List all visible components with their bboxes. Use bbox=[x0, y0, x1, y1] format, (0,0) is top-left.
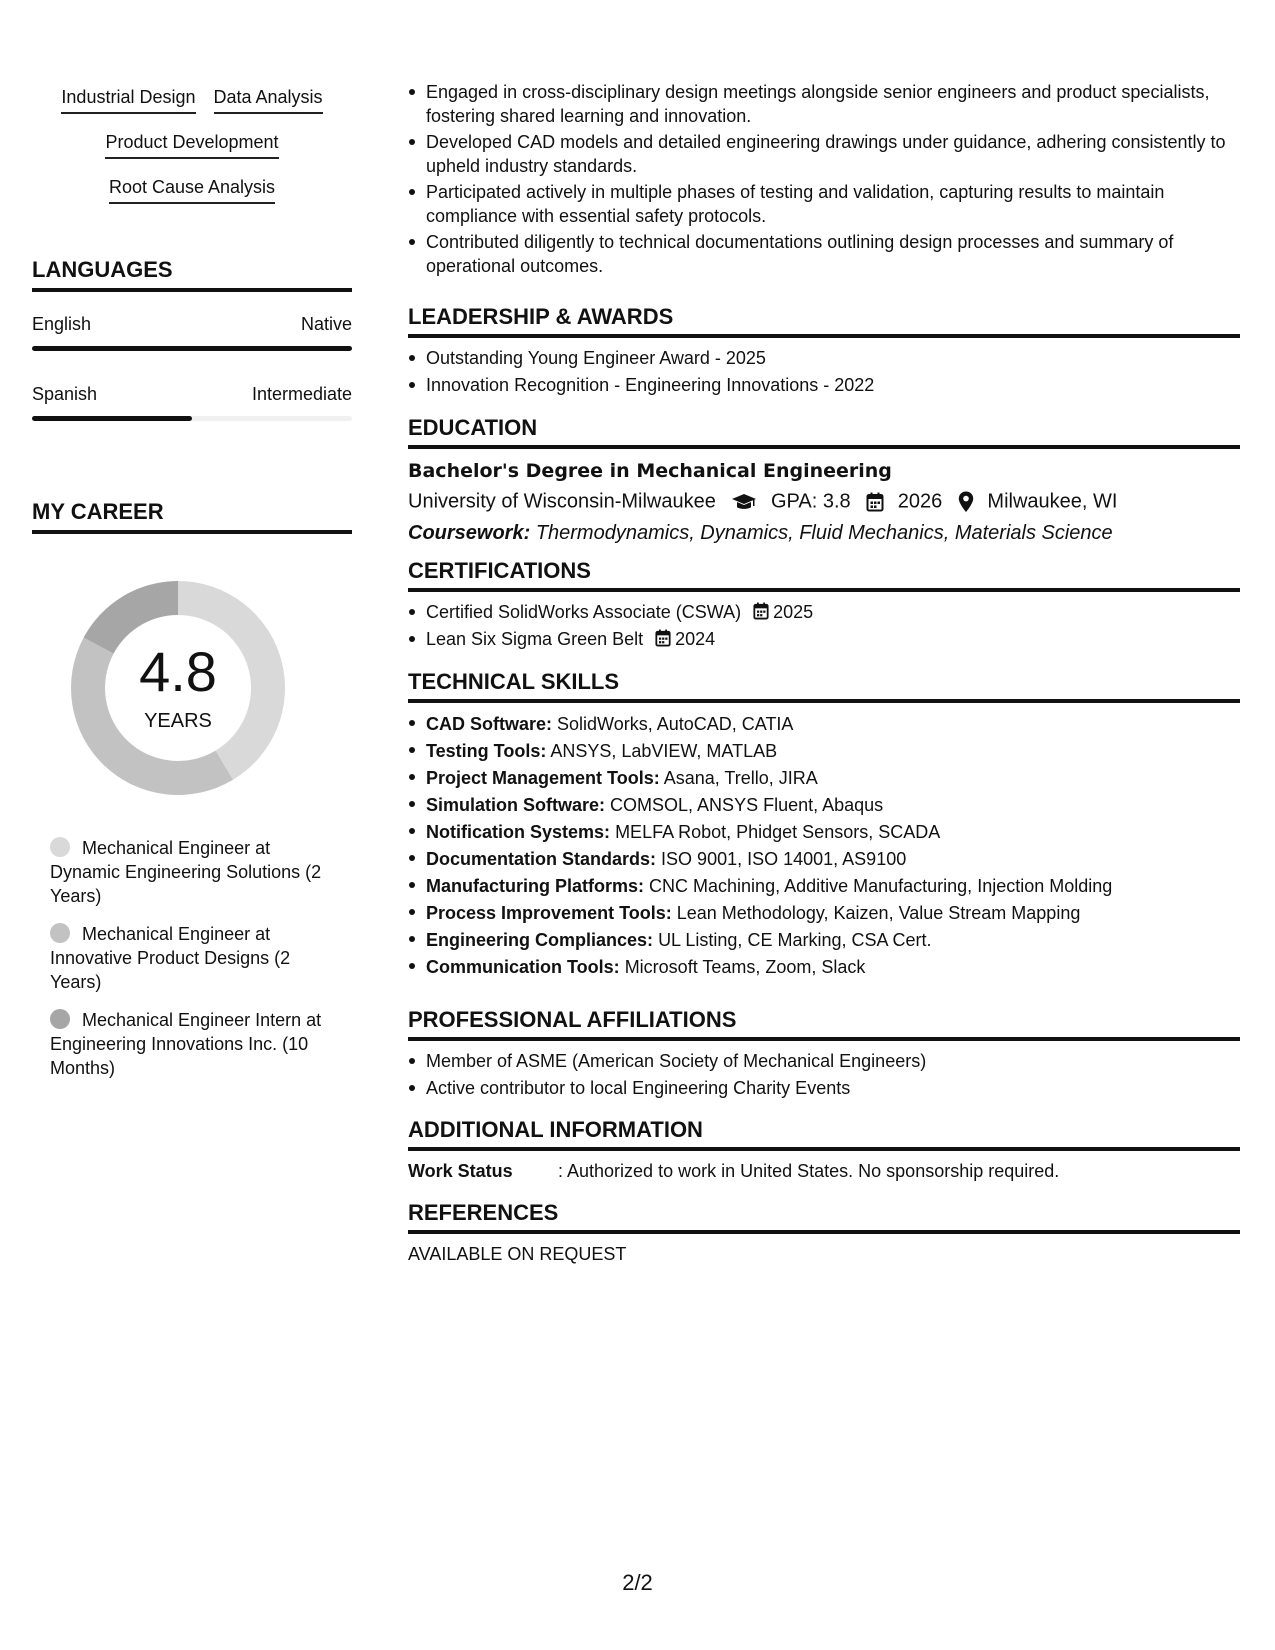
school-location: Milwaukee, WI bbox=[987, 490, 1118, 513]
list-item bbox=[426, 738, 1240, 765]
certification-name: Lean Six Sigma Green Belt bbox=[426, 629, 644, 649]
references-text: AVAILABLE ON REQUEST bbox=[408, 1244, 627, 1264]
skill-value: ISO 9001, ISO 14001, AS9100 bbox=[661, 849, 907, 869]
affiliations-list bbox=[408, 1049, 1240, 1100]
section-heading: LEADERSHIP & AWARDS bbox=[408, 303, 1240, 338]
skill-tag: Industrial Design bbox=[61, 84, 195, 114]
work-status-label: Work Status bbox=[408, 1161, 513, 1181]
skill-value: CNC Machining, Additive Manufacturing, Injection Molding bbox=[649, 876, 1113, 896]
coursework-label: Coursework: bbox=[408, 521, 531, 544]
list-item: Contributed diligently to technical documentations outlining design processes and summary of operational outcomes. bbox=[426, 230, 1240, 278]
skill-label: Engineering Compliances: bbox=[426, 930, 654, 950]
skill-value: MELFA Robot, Phidget Sensors, SCADA bbox=[615, 822, 941, 842]
legend-dot bbox=[50, 923, 70, 943]
list-item bbox=[426, 954, 1240, 981]
certification-list bbox=[408, 600, 1240, 651]
school-name: University of Wisconsin-Milwaukee bbox=[408, 490, 716, 513]
certification-year: 2025 bbox=[773, 602, 814, 622]
career-total: 4.8 bbox=[139, 640, 217, 703]
skill-label: Process Improvement Tools: bbox=[426, 903, 672, 923]
certification-name: Certified SolidWorks Associate (CSWA) bbox=[426, 602, 742, 622]
graduation-year: 2026 bbox=[897, 490, 943, 513]
languages-heading: LANGUAGES bbox=[32, 256, 352, 292]
calendar-icon bbox=[753, 602, 769, 620]
list-item bbox=[426, 600, 1240, 624]
certifications-section bbox=[408, 557, 1240, 651]
calendar-icon bbox=[866, 492, 884, 512]
skill-value: UL Listing, CE Marking, CSA Cert. bbox=[658, 930, 932, 950]
career-item-text: Mechanical Engineer Intern at Engineering Innovations Inc. (10 Months) bbox=[50, 1010, 322, 1078]
language-level: Intermediate bbox=[251, 384, 352, 404]
skill-label: Communication Tools: bbox=[426, 957, 620, 977]
section-heading: EDUCATION bbox=[408, 414, 1240, 449]
skill-value: ANSYS, LabVIEW, MATLAB bbox=[550, 741, 778, 761]
technical-skills-list bbox=[408, 711, 1240, 981]
skill-label: CAD Software: bbox=[426, 714, 553, 734]
career-list bbox=[50, 836, 330, 1094]
tag-row bbox=[32, 174, 352, 219]
skill-label: Notification Systems: bbox=[426, 822, 611, 842]
section-heading: REFERENCES bbox=[408, 1199, 1240, 1234]
technical-skills-section bbox=[408, 668, 1240, 981]
career-item-text: Mechanical Engineer at Innovative Product Designs (2 Years) bbox=[50, 924, 291, 992]
affiliations-section bbox=[408, 1006, 1240, 1100]
list-item bbox=[426, 711, 1240, 738]
skill-value: Microsoft Teams, Zoom, Slack bbox=[624, 957, 866, 977]
list-item bbox=[426, 627, 1240, 651]
skill-label: Project Management Tools: bbox=[426, 768, 660, 788]
page-number: 2/2 bbox=[622, 1570, 653, 1595]
coursework bbox=[408, 518, 1240, 548]
calendar-icon bbox=[655, 629, 671, 647]
skill-label: Testing Tools: bbox=[426, 741, 547, 761]
coursework-list: Thermodynamics, Dynamics, Fluid Mechanics, Materials Science bbox=[535, 521, 1113, 544]
map-pin-icon bbox=[958, 491, 974, 513]
list-item: Developed CAD models and detailed engineering drawings under guidance, adhering consistently to upheld industry standards. bbox=[426, 130, 1240, 178]
list-item bbox=[426, 819, 1240, 846]
degree-title: Bachelor's Degree in Mechanical Engineering bbox=[408, 460, 892, 482]
skill-tag: Root Cause Analysis bbox=[109, 174, 275, 204]
legend-dot bbox=[50, 837, 70, 857]
graduation-cap-icon bbox=[731, 492, 757, 512]
experience-bullets bbox=[408, 80, 1240, 278]
skill-tag: Data Analysis bbox=[214, 84, 323, 114]
language-name: Spanish bbox=[32, 384, 98, 404]
language-level: Native bbox=[300, 314, 352, 334]
leadership-section bbox=[408, 303, 1240, 397]
tag-row bbox=[32, 129, 352, 174]
gpa: GPA: 3.8 bbox=[771, 490, 851, 513]
list-item: Member of ASME (American Society of Mechanical Engineers) bbox=[426, 1049, 1240, 1073]
list-item: Outstanding Young Engineer Award - 2025 bbox=[426, 346, 1240, 370]
skill-label: Manufacturing Platforms: bbox=[426, 876, 645, 896]
list-item: Active contributor to local Engineering Charity Events bbox=[426, 1076, 1240, 1100]
list-item bbox=[426, 792, 1240, 819]
language-name: English bbox=[32, 314, 92, 334]
references-section bbox=[408, 1199, 1240, 1266]
list-item bbox=[426, 873, 1240, 900]
certification-year: 2024 bbox=[675, 629, 716, 649]
skill-value: SolidWorks, AutoCAD, CATIA bbox=[557, 714, 794, 734]
legend-dot bbox=[50, 1009, 70, 1029]
education-details bbox=[408, 485, 1240, 518]
language-bar bbox=[32, 416, 352, 421]
career-donut bbox=[66, 576, 290, 800]
list-item: Engaged in cross-disciplinary design meetings alongside senior engineers and product specialists, fostering shared learning and innovation. bbox=[426, 80, 1240, 128]
section-heading: PROFESSIONAL AFFILIATIONS bbox=[408, 1006, 1240, 1041]
list-item bbox=[426, 765, 1240, 792]
language-bar bbox=[32, 346, 352, 351]
award-list bbox=[408, 346, 1240, 397]
list-item bbox=[426, 927, 1240, 954]
skill-value: COMSOL, ANSYS Fluent, Abaqus bbox=[610, 795, 884, 815]
list-item: Participated actively in multiple phases of testing and validation, capturing results to maintain compliance with essential safety protocols. bbox=[426, 180, 1240, 228]
skill-tag: Product Development bbox=[105, 129, 278, 159]
language-row bbox=[32, 384, 352, 424]
skill-label: Simulation Software: bbox=[426, 795, 606, 815]
list-item: Innovation Recognition - Engineering Innovations - 2022 bbox=[426, 373, 1240, 397]
career-item bbox=[50, 1008, 330, 1080]
skill-value: Lean Methodology, Kaizen, Value Stream Mapping bbox=[676, 903, 1081, 923]
experience-section bbox=[408, 80, 1240, 278]
skill-tags bbox=[32, 84, 352, 219]
list-item bbox=[426, 846, 1240, 873]
career-item bbox=[50, 922, 330, 994]
language-row bbox=[32, 314, 352, 354]
additional-info-section bbox=[408, 1116, 1240, 1183]
section-heading: CERTIFICATIONS bbox=[408, 557, 1240, 592]
work-status-row bbox=[408, 1159, 1240, 1183]
skill-label: Documentation Standards: bbox=[426, 849, 657, 869]
list-item bbox=[426, 900, 1240, 927]
career-item bbox=[50, 836, 330, 908]
education-section bbox=[408, 414, 1240, 548]
work-status-value: : Authorized to work in United States. No sponsorship required. bbox=[558, 1161, 1060, 1181]
section-heading: ADDITIONAL INFORMATION bbox=[408, 1116, 1240, 1151]
career-heading: MY CAREER bbox=[32, 498, 352, 534]
tag-row bbox=[32, 84, 352, 129]
skill-value: Asana, Trello, JIRA bbox=[663, 768, 818, 788]
career-unit: YEARS bbox=[144, 710, 212, 732]
language-bar-fill bbox=[32, 346, 352, 351]
language-bar-fill bbox=[32, 416, 192, 421]
career-item-text: Mechanical Engineer at Dynamic Engineering Solutions (2 Years) bbox=[50, 838, 322, 906]
section-heading: TECHNICAL SKILLS bbox=[408, 668, 1240, 703]
